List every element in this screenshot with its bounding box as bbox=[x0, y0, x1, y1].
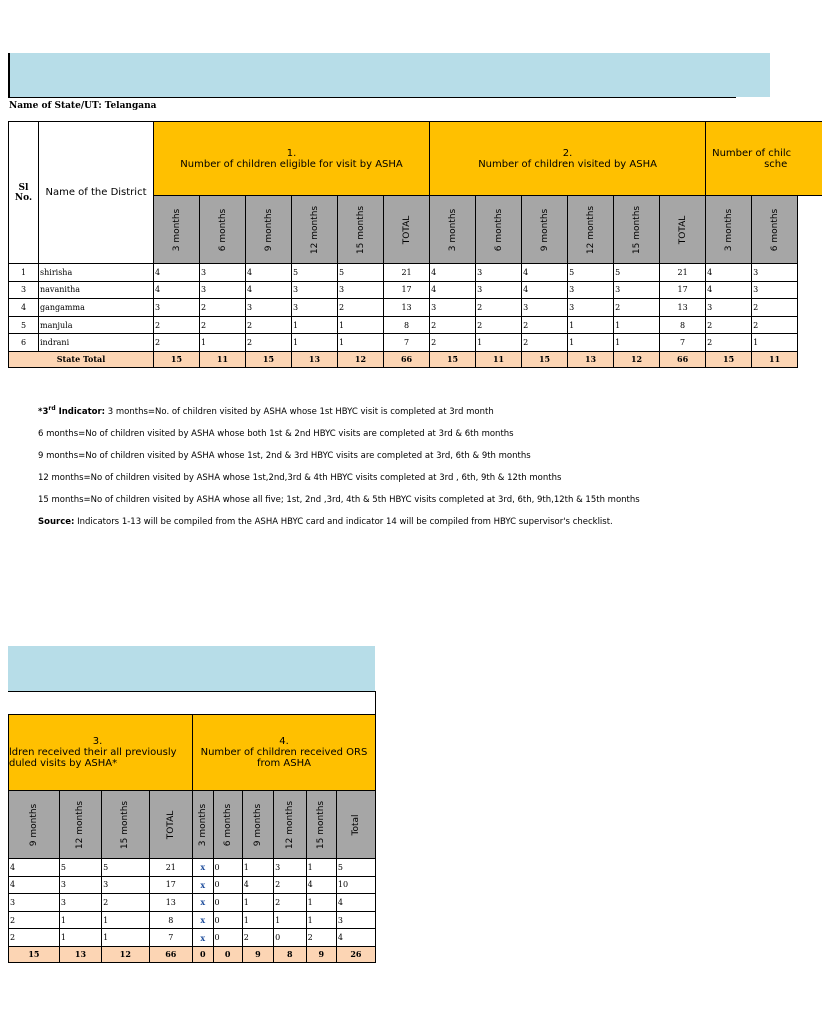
table-row bbox=[9, 264, 822, 282]
row-value: 0 bbox=[213, 876, 242, 894]
total-cell: 13 bbox=[568, 351, 614, 367]
row-value: 4 bbox=[430, 281, 476, 299]
total-cell: 15 bbox=[430, 351, 476, 367]
indicator-notes bbox=[38, 398, 640, 533]
row-value: 2 bbox=[614, 299, 660, 317]
row-value: 2 bbox=[102, 894, 150, 912]
row-value: 3 bbox=[706, 299, 752, 317]
row-value: 7 bbox=[384, 334, 430, 352]
title-bar-top bbox=[8, 53, 770, 97]
row-value: 1 bbox=[292, 334, 338, 352]
note-3m: *3rd Indicator: 3 months=No. of children visited by ASHA whose 1st HBYC visit is completed at 3rd month bbox=[38, 405, 494, 417]
state-total-row-bottom bbox=[9, 946, 376, 962]
row-value: 8 bbox=[660, 316, 706, 334]
row-value: 21 bbox=[384, 264, 430, 282]
table-row bbox=[9, 299, 822, 317]
row-value: 0 bbox=[213, 894, 242, 912]
g1-col-12m: 12 months bbox=[292, 196, 338, 264]
group4-number: 4. bbox=[279, 736, 289, 747]
row-value: 2 bbox=[274, 876, 306, 894]
row-value: 4 bbox=[9, 859, 60, 877]
row-value: 3 bbox=[246, 299, 292, 317]
row-district-name: manjula bbox=[39, 316, 154, 334]
g3-col-3m: 3 months bbox=[706, 196, 752, 264]
total-cell: 12 bbox=[338, 351, 384, 367]
row-value: 3 bbox=[154, 299, 200, 317]
total-cell: 8 bbox=[274, 946, 306, 962]
row-value: 2 bbox=[430, 334, 476, 352]
row-value: 4 bbox=[430, 264, 476, 282]
g1-col-15m: 15 months bbox=[338, 196, 384, 264]
row-value: 1 bbox=[59, 929, 101, 947]
group4-header bbox=[192, 715, 375, 791]
total-cell: 11 bbox=[200, 351, 246, 367]
g3-col-6m: 6 months bbox=[752, 196, 798, 264]
row-value: 2 bbox=[200, 316, 246, 334]
row-value: 3 bbox=[338, 281, 384, 299]
group3-header-bottom bbox=[9, 715, 193, 791]
table-row bbox=[9, 894, 376, 912]
divider-bottom bbox=[8, 691, 376, 714]
row-value: 1 bbox=[614, 316, 660, 334]
row-value: 2 bbox=[154, 334, 200, 352]
g3b-col-15m: 15 months bbox=[102, 791, 150, 859]
row-value: 1 bbox=[568, 316, 614, 334]
row-value: 1 bbox=[568, 334, 614, 352]
group3-line2: sche bbox=[764, 158, 788, 170]
total-cell: 15 bbox=[522, 351, 568, 367]
group3-line1: Number of chilc bbox=[712, 147, 792, 159]
district-header: Name of the District bbox=[39, 122, 154, 264]
total-cell: 26 bbox=[336, 946, 375, 962]
total-cell: 13 bbox=[59, 946, 101, 962]
row-value: 21 bbox=[149, 859, 192, 877]
g4-col-3m: 3 months bbox=[192, 791, 213, 859]
group1-title: Number of children eligible for visit by ASHA bbox=[180, 158, 403, 170]
g4-col-9m: 9 months bbox=[242, 791, 273, 859]
row-value: 1 bbox=[102, 911, 150, 929]
g4-col-total: Total bbox=[336, 791, 375, 859]
table-row bbox=[9, 859, 376, 877]
state-total-label: State Total bbox=[9, 351, 154, 367]
row-value: 4 bbox=[246, 264, 292, 282]
total-cell: 66 bbox=[149, 946, 192, 962]
row-value: 4 bbox=[336, 894, 375, 912]
x-mark: x bbox=[192, 859, 213, 877]
table-row bbox=[9, 929, 376, 947]
row-district-name: indrani bbox=[39, 334, 154, 352]
row-value: 10 bbox=[336, 876, 375, 894]
row-value: 1 bbox=[476, 334, 522, 352]
row-value: 2 bbox=[752, 299, 798, 317]
row-value: 3 bbox=[568, 281, 614, 299]
total-cell: 66 bbox=[384, 351, 430, 367]
row-value: 3 bbox=[102, 876, 150, 894]
g2-col-3m: 3 months bbox=[430, 196, 476, 264]
row-value: 7 bbox=[660, 334, 706, 352]
row-value: 3 bbox=[200, 264, 246, 282]
total-cell: 0 bbox=[213, 946, 242, 962]
table-row bbox=[9, 281, 822, 299]
g3b-col-9m: 9 months bbox=[9, 791, 60, 859]
row-value: 4 bbox=[9, 876, 60, 894]
row-value: 3 bbox=[292, 281, 338, 299]
row-value: 1 bbox=[242, 911, 273, 929]
g2-col-6m: 6 months bbox=[476, 196, 522, 264]
total-cell: 15 bbox=[9, 946, 60, 962]
row-value: 13 bbox=[149, 894, 192, 912]
total-cell: 15 bbox=[706, 351, 752, 367]
row-value: 2 bbox=[246, 316, 292, 334]
total-cell: 12 bbox=[102, 946, 150, 962]
row-sl-no: 5 bbox=[9, 316, 39, 334]
row-value: 3 bbox=[522, 299, 568, 317]
group3-title-line1: ldren received their all previously bbox=[9, 747, 177, 758]
g1-col-9m: 9 months bbox=[246, 196, 292, 264]
row-value: 2 bbox=[338, 299, 384, 317]
row-value: 1 bbox=[338, 316, 384, 334]
row-value: 17 bbox=[660, 281, 706, 299]
group4-title: Number of children received ORS from ASHA bbox=[200, 747, 368, 769]
row-value: 0 bbox=[213, 859, 242, 877]
row-value: 3 bbox=[292, 299, 338, 317]
total-cell: 0 bbox=[192, 946, 213, 962]
row-value: 2 bbox=[522, 316, 568, 334]
total-cell: 11 bbox=[476, 351, 522, 367]
row-value: 2 bbox=[242, 929, 273, 947]
g2-col-9m: 9 months bbox=[522, 196, 568, 264]
total-cell: 66 bbox=[660, 351, 706, 367]
row-value: 2 bbox=[306, 929, 336, 947]
group2-header bbox=[430, 122, 706, 196]
row-value: 3 bbox=[752, 281, 798, 299]
row-sl-no: 4 bbox=[9, 299, 39, 317]
note-12m: 12 months=No of children visited by ASHA whose 1st,2nd,3rd & 4th HBYC visits completed at 3rd , 6th, 9th & 12th months bbox=[38, 472, 562, 483]
row-value: 1 bbox=[242, 859, 273, 877]
row-value: 2 bbox=[274, 894, 306, 912]
row-value: 2 bbox=[154, 316, 200, 334]
sl-header: Sl No. bbox=[9, 122, 39, 264]
row-value: 2 bbox=[522, 334, 568, 352]
group1-number: 1. bbox=[286, 147, 297, 159]
total-cell: 9 bbox=[306, 946, 336, 962]
row-value: 8 bbox=[384, 316, 430, 334]
row-value: 3 bbox=[476, 281, 522, 299]
total-cell: 15 bbox=[154, 351, 200, 367]
g1-col-6m: 6 months bbox=[200, 196, 246, 264]
row-district-name: navanitha bbox=[39, 281, 154, 299]
row-value: 2 bbox=[246, 334, 292, 352]
row-value: 3 bbox=[568, 299, 614, 317]
row-value: 3 bbox=[336, 911, 375, 929]
row-value: 5 bbox=[614, 264, 660, 282]
row-value: 1 bbox=[306, 911, 336, 929]
row-value: 4 bbox=[154, 264, 200, 282]
row-value: 5 bbox=[338, 264, 384, 282]
row-value: 2 bbox=[706, 316, 752, 334]
x-mark: x bbox=[192, 929, 213, 947]
note-source: Source: Indicators 1-13 will be compiled from the ASHA HBYC card and indicator 14 will be compiled from HBYC supervisor's checklist. bbox=[38, 516, 613, 527]
row-value: 1 bbox=[614, 334, 660, 352]
row-value: 1 bbox=[59, 911, 101, 929]
state-label: Name of State/UT: Telangana bbox=[9, 101, 157, 111]
group1-header bbox=[154, 122, 430, 196]
total-cell: 13 bbox=[292, 351, 338, 367]
row-value: 4 bbox=[706, 281, 752, 299]
table-row bbox=[9, 911, 376, 929]
row-value: 2 bbox=[706, 334, 752, 352]
row-value: 1 bbox=[306, 894, 336, 912]
row-value: 4 bbox=[306, 876, 336, 894]
row-sl-no: 3 bbox=[9, 281, 39, 299]
g3b-col-12m: 12 months bbox=[59, 791, 101, 859]
group2-title: Number of children visited by ASHA bbox=[478, 158, 657, 170]
g1-col-total: TOTAL bbox=[384, 196, 430, 264]
g4-col-12m: 12 months bbox=[274, 791, 306, 859]
row-value: 5 bbox=[292, 264, 338, 282]
row-value: 1 bbox=[752, 334, 798, 352]
note-15m: 15 months=No of children visited by ASHA whose all five; 1st, 2nd ,3rd, 4th & 5th HBYC visits completed at 3rd, 6th, 9th,12th & 15th months bbox=[38, 494, 640, 505]
x-mark: x bbox=[192, 876, 213, 894]
row-sl-no: 1 bbox=[9, 264, 39, 282]
state-total-row bbox=[9, 351, 822, 367]
row-value: 1 bbox=[338, 334, 384, 352]
row-value: 2 bbox=[752, 316, 798, 334]
group3-title-line2: duled visits by ASHA* bbox=[9, 758, 118, 769]
row-value: 4 bbox=[522, 264, 568, 282]
group3-number: 3. bbox=[92, 736, 103, 747]
g2-col-total: TOTAL bbox=[660, 196, 706, 264]
total-cell: 9 bbox=[242, 946, 273, 962]
row-value: 5 bbox=[102, 859, 150, 877]
row-value: 3 bbox=[9, 894, 60, 912]
row-value: 0 bbox=[213, 911, 242, 929]
table-row bbox=[9, 316, 822, 334]
row-value: 7 bbox=[149, 929, 192, 947]
row-value: 3 bbox=[59, 894, 101, 912]
row-value: 1 bbox=[200, 334, 246, 352]
row-value: 3 bbox=[430, 299, 476, 317]
row-sl-no: 6 bbox=[9, 334, 39, 352]
row-value: 3 bbox=[59, 876, 101, 894]
row-value: 0 bbox=[274, 929, 306, 947]
row-value: 3 bbox=[274, 859, 306, 877]
row-value: 2 bbox=[430, 316, 476, 334]
row-value: 0 bbox=[213, 929, 242, 947]
total-cell: 11 bbox=[752, 351, 798, 367]
g4-col-6m: 6 months bbox=[213, 791, 242, 859]
total-cell: 12 bbox=[614, 351, 660, 367]
row-value: 4 bbox=[246, 281, 292, 299]
row-value: 1 bbox=[242, 894, 273, 912]
row-value: 13 bbox=[660, 299, 706, 317]
total-cell: 15 bbox=[246, 351, 292, 367]
row-value: 4 bbox=[242, 876, 273, 894]
row-value: 1 bbox=[306, 859, 336, 877]
row-value: 3 bbox=[614, 281, 660, 299]
x-mark: x bbox=[192, 894, 213, 912]
row-value: 1 bbox=[292, 316, 338, 334]
g1-col-3m: 3 months bbox=[154, 196, 200, 264]
g2-col-15m: 15 months bbox=[614, 196, 660, 264]
row-value: 5 bbox=[59, 859, 101, 877]
row-value: 3 bbox=[200, 281, 246, 299]
note-9m: 9 months=No of children visited by ASHA whose 1st, 2nd & 3rd HBYC visits are completed at 3rd, 6th & 9th months bbox=[38, 450, 531, 461]
row-value: 4 bbox=[706, 264, 752, 282]
row-value: 2 bbox=[476, 316, 522, 334]
row-district-name: gangamma bbox=[39, 299, 154, 317]
table-row bbox=[9, 334, 822, 352]
row-value: 2 bbox=[9, 929, 60, 947]
row-value: 21 bbox=[660, 264, 706, 282]
divider-top bbox=[8, 97, 736, 98]
table-indicators-3-4 bbox=[8, 714, 376, 963]
row-district-name: shirisha bbox=[39, 264, 154, 282]
row-value: 17 bbox=[384, 281, 430, 299]
row-value: 4 bbox=[522, 281, 568, 299]
g3b-col-total: TOTAL bbox=[149, 791, 192, 859]
table-indicators-1-3 bbox=[8, 121, 822, 368]
row-value: 13 bbox=[384, 299, 430, 317]
row-value: 5 bbox=[336, 859, 375, 877]
row-value: 1 bbox=[274, 911, 306, 929]
note-6m: 6 months=No of children visited by ASHA whose both 1st & 2nd HBYC visits are completed at 3rd & 6th months bbox=[38, 428, 514, 439]
group2-number: 2. bbox=[562, 147, 573, 159]
g4-col-15m: 15 months bbox=[306, 791, 336, 859]
row-value: 17 bbox=[149, 876, 192, 894]
row-value: 3 bbox=[752, 264, 798, 282]
row-value: 4 bbox=[154, 281, 200, 299]
row-value: 4 bbox=[336, 929, 375, 947]
table-row bbox=[9, 876, 376, 894]
g2-col-12m: 12 months bbox=[568, 196, 614, 264]
row-value: 3 bbox=[476, 264, 522, 282]
row-value: 1 bbox=[102, 929, 150, 947]
row-value: 8 bbox=[149, 911, 192, 929]
row-value: 5 bbox=[568, 264, 614, 282]
title-bar-bottom bbox=[8, 646, 375, 691]
group3-header-partial bbox=[706, 122, 822, 196]
x-mark: x bbox=[192, 911, 213, 929]
row-value: 2 bbox=[476, 299, 522, 317]
row-value: 2 bbox=[9, 911, 60, 929]
row-value: 2 bbox=[200, 299, 246, 317]
